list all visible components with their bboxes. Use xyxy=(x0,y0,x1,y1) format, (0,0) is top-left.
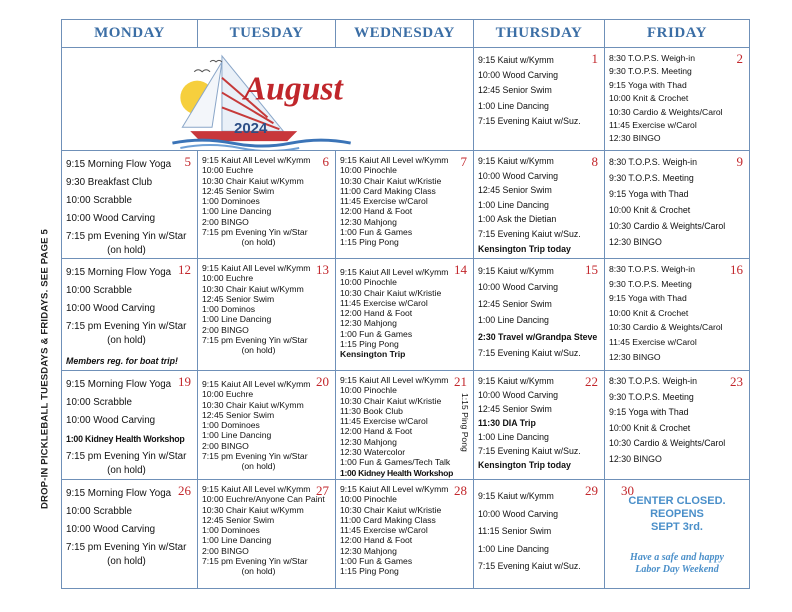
activity-item: 10:00 Knit & Crochet xyxy=(609,422,691,433)
activity-item: (on hold) xyxy=(107,335,146,346)
day-cell-21 xyxy=(336,371,474,480)
activity-item: 10:00 Euchre/Anyone Can Paint xyxy=(202,494,325,505)
activity-item: 10:00 Knit & Crochet xyxy=(609,93,689,104)
activity-item: 10:30 Chair Kaiut w/Kymm xyxy=(202,504,304,515)
activity-item: 1:00 Line Dancing xyxy=(478,432,549,442)
activity-item: 10:30 Cardio & Weights/Carol xyxy=(609,438,726,449)
activity-item: 12:45 Senior Swim xyxy=(478,298,552,309)
activity-item: 10:30 Chair Kaiut w/Kristie xyxy=(340,287,442,298)
activity-item: (on hold) xyxy=(241,461,276,472)
activity-item: 10:00 Wood Carving xyxy=(478,282,559,293)
activity-item: 10:30 Chair Kaiut w/Kymm xyxy=(202,175,304,186)
activity-item: 9:15 Kaiut All Level w/Kymm xyxy=(340,375,449,385)
activity-item: 1:00 Ask the Dietian xyxy=(478,214,557,225)
day-number: 7 xyxy=(460,154,467,169)
activity-item: 10:00 Euchre xyxy=(202,165,254,176)
activity-item: 10:00 Euchre xyxy=(202,273,254,284)
day-cell-23 xyxy=(605,371,750,480)
activity-item: 9:15 Kaiut All Level w/Kymm xyxy=(202,263,311,273)
activity-item: 1:00 Line Dancing xyxy=(478,315,549,326)
bird-icon xyxy=(194,70,210,72)
activity-item: 10:00 Pinochle xyxy=(340,165,397,176)
activity-list xyxy=(62,259,197,370)
day-number: 8 xyxy=(591,154,598,169)
day-number: 28 xyxy=(454,483,467,498)
day-header-wednesday: WEDNESDAY xyxy=(336,20,474,48)
labor-day-message: Have a safe and happy Labor Day Weekend xyxy=(630,552,724,575)
activity-item: 9:15 Kaiut w/Kymm xyxy=(478,491,554,501)
activity-item: 10:00 Pinochle xyxy=(340,385,397,396)
day-number: 21 xyxy=(454,374,467,389)
activity-item: 11:00 Card Making Class xyxy=(340,185,436,196)
day-number: 12 xyxy=(178,262,191,277)
activity-item: Kensington Trip today xyxy=(478,460,571,470)
day-cell-6 xyxy=(198,151,336,259)
activity-list xyxy=(605,48,749,146)
day-number: 1 xyxy=(591,51,598,66)
activity-item: 9:15 Kaiut w/Kymm xyxy=(478,376,554,386)
day-number: 26 xyxy=(178,483,191,498)
activity-item: 11:45 Exercise w/Carol xyxy=(340,525,428,536)
activity-item: 10:00 Wood Carving xyxy=(66,303,156,314)
activity-item: 9:15 Kaiut All Level w/Kymm xyxy=(202,379,311,389)
month-banner xyxy=(62,48,474,151)
ping-pong-vertical: 1:15 Ping Pong xyxy=(460,393,470,452)
day-number: 19 xyxy=(178,374,191,389)
activity-item: 11:45 Exercise w/Carol xyxy=(609,120,697,131)
activity-list xyxy=(62,371,197,476)
activity-item: 2:00 BINGO xyxy=(202,440,249,451)
activity-item: 12:30 Mahjong xyxy=(340,545,397,556)
activity-item: 2:00 BINGO xyxy=(202,545,249,556)
day-number: 23 xyxy=(730,374,743,389)
activity-item: 9:15 Yoga with Thad xyxy=(609,407,689,418)
month-title: August xyxy=(243,70,343,108)
activity-list xyxy=(605,371,749,468)
activity-item: (on hold) xyxy=(107,245,146,256)
activity-item: 1:00 Kidney Health Workshop xyxy=(340,467,454,478)
day-number: 5 xyxy=(184,154,191,169)
side-note: DROP-IN PICKLEBALL TUESDAYS & FRIDAYS. SEE PAGE 5 xyxy=(39,228,51,510)
activity-item: 9:15 Yoga with Thad xyxy=(609,79,687,90)
day-cell-14 xyxy=(336,259,474,371)
activity-item: 10:00 Pinochle xyxy=(340,277,397,288)
activity-item: (on hold) xyxy=(241,345,276,356)
activity-item: 7:15 pm Evening Yin w/Star xyxy=(66,542,187,553)
day-cell-20 xyxy=(198,371,336,480)
activity-item: 10:30 Chair Kaiut w/Kristie xyxy=(340,175,442,186)
activity-item: 12:30 BINGO xyxy=(609,133,661,144)
activity-item: 12:30 Mahjong xyxy=(340,318,397,329)
activity-item: 1:00 Line Dancing xyxy=(478,543,549,554)
activity-item: 8:30 T.O.P.S. Weigh-in xyxy=(609,157,698,167)
activity-item: 11:30 DIA Trip xyxy=(478,418,536,428)
day-number: 13 xyxy=(316,262,329,277)
activity-item: 1:00 Fun & Games/Tech Talk xyxy=(340,457,451,468)
activity-item: Kensington Trip xyxy=(340,349,406,360)
day-header-friday: FRIDAY xyxy=(605,20,750,48)
activity-item: 1:15 Ping Pong xyxy=(340,566,399,577)
activity-item: 10:00 Wood Carving xyxy=(66,213,156,224)
activity-item: 12:30 Watercolor xyxy=(340,447,406,458)
activity-item: 1:00 Line Dancing xyxy=(202,430,272,441)
activity-item: 1:15 Ping Pong xyxy=(340,339,399,350)
day-header-thursday: THURSDAY xyxy=(474,20,605,48)
day-number: 30 xyxy=(621,483,634,498)
day-header-monday: MONDAY xyxy=(62,20,198,48)
activity-item: 2:00 BINGO xyxy=(202,324,249,335)
activity-item: 10:00 Wood Carving xyxy=(66,415,156,426)
activity-item: 10:00 Wood Carving xyxy=(478,390,559,400)
activity-item: 10:00 Wood Carving xyxy=(66,524,156,535)
day-cell-28 xyxy=(336,480,474,589)
activity-item: 10:30 Cardio & Weights/Carol xyxy=(609,106,723,117)
activity-item: 12:45 Senior Swim xyxy=(478,85,552,96)
activity-item: 10:30 Cardio & Weights/Carol xyxy=(609,322,723,333)
activity-item: 1:15 Ping Pong xyxy=(340,237,399,248)
day-cell-19 xyxy=(62,371,198,480)
day-cell-1 xyxy=(474,48,605,151)
day-cell-26 xyxy=(62,480,198,589)
activity-item: 12:45 Senior Swim xyxy=(202,185,275,196)
year-label: 2024 xyxy=(234,120,268,137)
activity-item: 9:30 T.O.P.S. Meeting xyxy=(609,66,692,77)
day-cell-5 xyxy=(62,151,198,259)
activity-item: 12:45 Senior Swim xyxy=(478,185,552,196)
activity-item: 10:30 Chair Kaiut w/Kristie xyxy=(340,395,442,406)
activity-item: 10:00 Scrabble xyxy=(66,195,132,206)
activity-item: (on hold) xyxy=(241,237,276,248)
activity-item: 12:45 Senior Swim xyxy=(202,514,275,525)
activity-item: 9:15 Kaiut w/Kymm xyxy=(478,266,554,276)
activity-item: 10:00 Scrabble xyxy=(66,506,132,517)
activity-item: 10:00 Wood Carving xyxy=(478,70,559,81)
activity-item: 9:15 Kaiut w/Kymm xyxy=(478,156,554,166)
activity-item: 10:00 Wood Carving xyxy=(478,508,559,519)
activity-item: 1:00 Line Dancing xyxy=(478,199,549,210)
activity-item: 9:15 Kaiut All Level w/Kymm xyxy=(202,155,311,165)
activity-item: 8:30 T.O.P.S. Weigh-in xyxy=(609,376,698,386)
activity-item: 8:30 T.O.P.S. Weigh-in xyxy=(609,53,695,63)
activity-item: 12:45 Senior Swim xyxy=(478,404,552,414)
activity-item: 1:00 Fun & Games xyxy=(340,328,413,339)
activity-item: 9:15 Kaiut All Level w/Kymm xyxy=(340,484,449,494)
activity-item: 10:30 Chair Kaiut w/Kristie xyxy=(340,504,442,515)
activity-item: 8:30 T.O.P.S. Weigh-in xyxy=(609,264,695,274)
activity-list xyxy=(198,151,335,248)
activity-item: 7:15 pm Evening Yin w/Star xyxy=(202,451,308,462)
day-cell-13 xyxy=(198,259,336,371)
activity-item: 12:30 Mahjong xyxy=(340,216,397,227)
activity-item: 1:00 Line Dancing xyxy=(202,535,272,546)
activity-item: 9:15 Yoga with Thad xyxy=(609,293,687,304)
activity-item: 10:00 Euchre xyxy=(202,389,254,400)
activity-item: 12:00 Hand & Foot xyxy=(340,426,413,437)
activity-item: 9:15 Kaiut w/Kymm xyxy=(478,55,554,65)
activity-item: 10:00 Knit & Crochet xyxy=(609,205,691,215)
calendar-grid xyxy=(61,19,750,589)
activity-list xyxy=(474,151,604,256)
activity-item: 12:30 BINGO xyxy=(609,237,662,247)
day-cell-29 xyxy=(474,480,605,589)
activity-item: 12:45 Senior Swim xyxy=(202,293,275,304)
activity-item: 9:15 Morning Flow Yoga xyxy=(66,267,172,278)
day-cell-7 xyxy=(336,151,474,259)
activity-item: 1:00 Line Dancing xyxy=(202,206,272,217)
activity-list xyxy=(336,259,473,360)
activity-item: 7:15 Evening Kaiut w/Suz. xyxy=(478,348,581,359)
activity-item: 10:00 Scrabble xyxy=(66,397,132,408)
day-number: 15 xyxy=(585,262,598,277)
activity-item: 9:15 Kaiut All Level w/Kymm xyxy=(340,267,449,277)
day-number: 29 xyxy=(585,483,598,498)
day-cell-15 xyxy=(474,259,605,371)
sailboat-logo xyxy=(62,48,473,150)
activity-item: 12:00 Hand & Foot xyxy=(340,535,413,546)
activity-item: 7:15 Evening Kaiut w/Suz. xyxy=(478,115,581,126)
center-closed-notice: CENTER CLOSED. REOPENS SEPT 3rd. xyxy=(628,495,726,533)
activity-item: 9:30 T.O.P.S. Meeting xyxy=(609,391,694,402)
activity-item: 11:00 Card Making Class xyxy=(340,514,436,525)
activity-item: 11:30 Book Club xyxy=(340,405,403,416)
activity-item: 1:00 Dominoes xyxy=(202,196,260,207)
activity-item: Kensington Trip today xyxy=(478,243,571,254)
activity-item: 11:45 Exercise w/Carol xyxy=(340,297,428,308)
activity-item: 9:15 Morning Flow Yoga xyxy=(66,379,172,390)
day-number: 22 xyxy=(585,374,598,389)
activity-item: 12:45 Senior Swim xyxy=(202,409,275,420)
activity-item: 2:00 BINGO xyxy=(202,216,249,227)
activity-item: 1:00 Dominos xyxy=(202,304,256,315)
activity-list xyxy=(198,259,335,356)
activity-item: 9:30 Breakfast Club xyxy=(66,177,153,188)
activity-item: 12:30 BINGO xyxy=(609,351,661,362)
activity-item: (on hold) xyxy=(107,556,146,567)
activity-item: 10:00 Wood Carving xyxy=(478,170,559,181)
activity-item: 10:30 Chair Kaiut w/Kymm xyxy=(202,399,304,410)
day-cell-22 xyxy=(474,371,605,480)
activity-item: 7:15 pm Evening Yin w/Star xyxy=(66,231,187,242)
activity-item: 9:15 Morning Flow Yoga xyxy=(66,488,172,499)
activity-item: 10:00 Scrabble xyxy=(66,285,132,296)
activity-item: 1:00 Dominoes xyxy=(202,420,260,431)
activity-item: 7:15 pm Evening Yin w/Star xyxy=(66,321,187,332)
activity-item: (on hold) xyxy=(241,566,276,577)
day-number: 9 xyxy=(736,154,743,169)
day-header-tuesday: TUESDAY xyxy=(198,20,336,48)
activity-item: 1:00 Fun & Games xyxy=(340,556,413,567)
day-number: 14 xyxy=(454,262,467,277)
activity-item: 1:00 Line Dancing xyxy=(478,100,549,111)
activity-item: 1:00 Fun & Games xyxy=(340,227,413,238)
day-number: 2 xyxy=(736,51,743,66)
activity-item: 7:15 pm Evening Yin w/Star xyxy=(202,556,308,567)
activity-item: 7:15 pm Evening Yin w/Star xyxy=(202,227,308,238)
day-cell-27 xyxy=(198,480,336,589)
activity-item: 9:30 T.O.P.S. Meeting xyxy=(609,278,692,289)
day-number: 27 xyxy=(316,483,329,498)
day-number: 16 xyxy=(730,262,743,277)
activity-item: 10:30 Cardio & Weights/Carol xyxy=(609,221,726,231)
activity-item: 7:15 Evening Kaiut w/Suz. xyxy=(478,228,581,239)
activity-item: 9:15 Kaiut All Level w/Kymm xyxy=(340,155,449,165)
activity-item: 7:15 Evening Kaiut w/Suz. xyxy=(478,446,581,456)
day-cell-30 xyxy=(605,480,750,589)
activity-item: 2:30 Travel w/Grandpa Steve xyxy=(478,331,598,342)
activity-item: 9:15 Kaiut All Level w/Kymm xyxy=(202,484,311,494)
activity-item: 11:45 Exercise w/Carol xyxy=(340,416,428,427)
day-cell-8 xyxy=(474,151,605,259)
activity-item: 7:15 pm Evening Yin w/Star xyxy=(66,451,187,462)
activity-list xyxy=(198,371,335,472)
activity-list xyxy=(605,259,749,364)
day-cell-16 xyxy=(605,259,750,371)
activity-item: 12:30 Mahjong xyxy=(340,436,397,447)
activity-item: (on hold) xyxy=(107,465,146,476)
activity-list xyxy=(605,151,749,250)
activity-list xyxy=(474,48,604,129)
activity-item: 1:00 Dominoes xyxy=(202,525,260,536)
activity-item: 9:15 Morning Flow Yoga xyxy=(66,159,172,170)
activity-item: 7:15 pm Evening Yin w/Star xyxy=(202,335,308,346)
activity-item: 11:45 Exercise w/Carol xyxy=(609,336,697,347)
activity-item: 10:00 Pinochle xyxy=(340,494,397,505)
day-number: 6 xyxy=(322,154,329,169)
activity-item: Members reg. for boat trip! xyxy=(66,356,178,366)
day-number: 20 xyxy=(316,374,329,389)
activity-item: 7:15 Evening Kaiut w/Suz. xyxy=(478,561,581,572)
activity-item: 12:00 Hand & Foot xyxy=(340,308,413,319)
day-cell-12 xyxy=(62,259,198,371)
activity-list xyxy=(336,371,473,478)
activity-item: 9:30 T.O.P.S. Meeting xyxy=(609,173,694,183)
activity-item: 1:00 Line Dancing xyxy=(202,314,272,325)
activity-list xyxy=(336,480,473,577)
activity-item: 1:00 Kidney Health Workshop xyxy=(66,434,185,444)
activity-list xyxy=(62,151,197,256)
day-cell-2 xyxy=(605,48,750,151)
activity-item: 11:15 Senior Swim xyxy=(478,526,552,537)
day-cell-9 xyxy=(605,151,750,259)
activity-list xyxy=(198,480,335,577)
activity-list xyxy=(62,480,197,567)
activity-item: 10:00 Knit & Crochet xyxy=(609,307,689,318)
activity-item: 12:00 Hand & Foot xyxy=(340,206,413,217)
activity-list xyxy=(336,151,473,248)
activity-item: 12:30 BINGO xyxy=(609,453,662,464)
activity-item: 9:15 Yoga with Thad xyxy=(609,189,689,199)
activity-item: 11:45 Exercise w/Carol xyxy=(340,196,428,207)
activity-item: 10:30 Chair Kaiut w/Kymm xyxy=(202,283,304,294)
